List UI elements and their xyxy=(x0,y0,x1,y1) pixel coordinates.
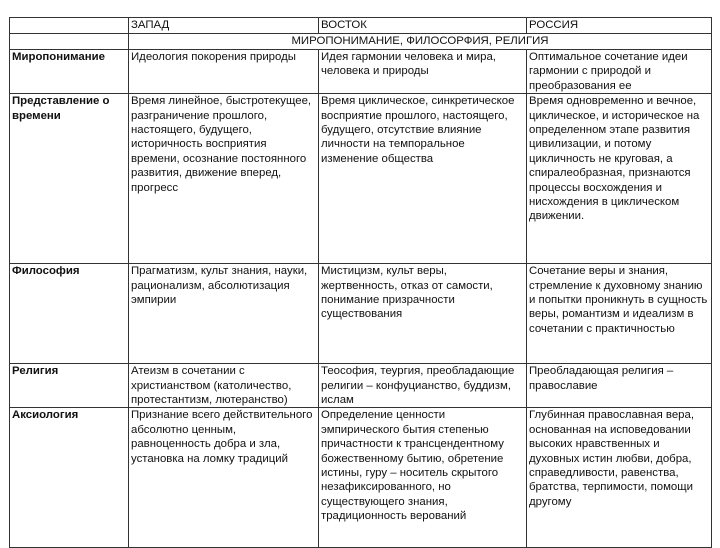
comparison-table xyxy=(9,17,712,548)
column-header-east: ВОСТОК xyxy=(319,18,527,34)
cell-west: Прагматизм, культ знания, науки, рационализм, абсолютизация эмпирии xyxy=(129,264,319,364)
cell-east: Определение ценности эмпирического бытия степенью причастности к трансцендентному божественному бытию, обретение истины, гуру – носитель скрытого незафиксированного, но существующего знания, традиционность верований xyxy=(319,408,527,548)
table-row xyxy=(10,408,712,548)
table-row xyxy=(10,50,712,94)
row-label: Религия xyxy=(10,364,129,408)
section-row xyxy=(10,34,712,50)
cell-west: Время линейное, быстротекущее, разграничение прошлого, настоящего, будущего, историчность восприятия времени, осознание постоянного развития, движение вперед, прогресс xyxy=(129,94,319,264)
corner-cell xyxy=(10,18,129,34)
cell-russia: Время одновременно и вечное, циклическое, и историческое на определенном этапе развития цивилизации, и потому цикличность не круговая, а спиралеобразная, признаются процессы восхождения и нисхождения в циклическом движении. xyxy=(527,94,712,264)
row-label: Аксиология xyxy=(10,408,129,548)
row-label: Миропонимание xyxy=(10,50,129,94)
cell-russia: Сочетание веры и знания, стремление к духовному знанию и попытки проникнуть в сущность веры, романтизм и идеализм в сочетании с практичностью xyxy=(527,264,712,364)
cell-west: Идеология покорения природы xyxy=(129,50,319,94)
cell-east: Мистицизм, культ веры, жертвенность, отказ от самости, понимание призрачности существования xyxy=(319,264,527,364)
cell-russia: Оптимальное сочетание идеи гармонии с природой и преобразования ее xyxy=(527,50,712,94)
cell-east: Время циклическое, синкретическое восприятие прошлого, настоящего, будущего, отсутствие влияние личности на темпоральное изменение общества xyxy=(319,94,527,264)
section-title: МИРОПОНИМАНИЕ, ФИЛОСОРФИЯ, РЕЛИГИЯ xyxy=(129,34,712,50)
cell-russia: Глубинная православная вера, основанная на исповедовании высоких нравственных и духовных истин любви, добра, справедливости, равенства, братства, терпимости, помощи другому xyxy=(527,408,712,548)
column-header-west: ЗАПАД xyxy=(129,18,319,34)
column-header-russia: РОССИЯ xyxy=(527,18,712,34)
cell-west: Атеизм в сочетании с христианством (католичество, протестантизм, лютеранство) xyxy=(129,364,319,408)
section-corner-cell xyxy=(10,34,129,50)
cell-west: Признание всего действительного абсолютно ценным, равноценность добра и зла, установка на ломку традиций xyxy=(129,408,319,548)
column-header-row xyxy=(10,18,712,34)
table-row xyxy=(10,94,712,264)
row-label: Представление о времени xyxy=(10,94,129,264)
cell-russia: Преобладающая религия – православие xyxy=(527,364,712,408)
table-row xyxy=(10,264,712,364)
cell-east: Теософия, теургия, преобладающие религии – конфуцианство, буддизм, ислам xyxy=(319,364,527,408)
cell-east: Идея гармонии человека и мира, человека и природы xyxy=(319,50,527,94)
table-row xyxy=(10,364,712,408)
row-label: Философия xyxy=(10,264,129,364)
